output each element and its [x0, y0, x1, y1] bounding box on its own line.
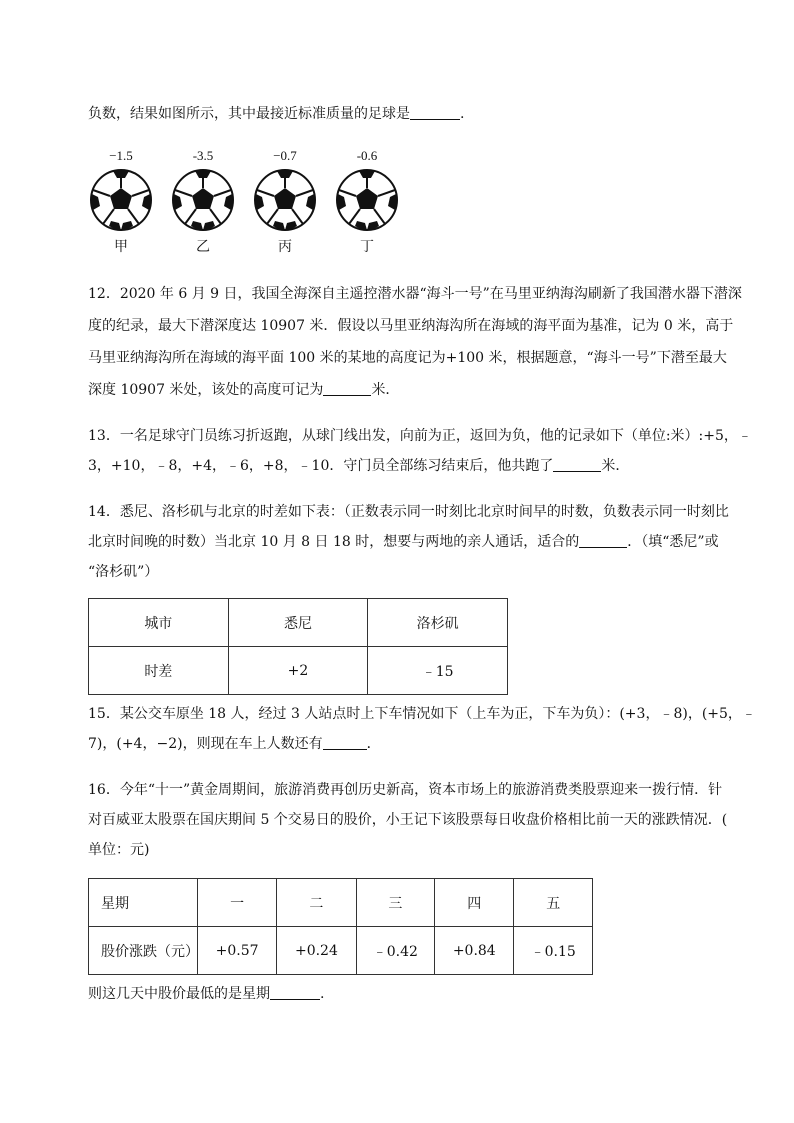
- ball-yi: [170, 148, 236, 258]
- q16-line-2: 对百威亚太股票在国庆期间 5 个交易日的股价，小王记下该股票每日收盘价格相比前一天的涨跌情况．(: [88, 812, 728, 828]
- question-number: 13．: [88, 428, 120, 444]
- table-header-cell: 城市: [89, 599, 229, 647]
- q14-line-2: 北京时间晚的时数）当北京 10 月 8 日 18 时，想要与两地的亲人通话，适合的 ．（填“悉尼”或: [88, 534, 719, 550]
- table-header-cell: 洛杉矶: [368, 599, 508, 647]
- soccer-ball-icon: [253, 168, 317, 232]
- timezone-table: [88, 598, 508, 695]
- q14-line-1: 14．悉尼、洛杉矶与北京的时差如下表：（正数表示同一时刻比北京时间早的时数，负数表示同一时刻比: [88, 504, 729, 520]
- table-header-cell: 四: [435, 879, 514, 927]
- soccer-ball-icon: [89, 168, 153, 232]
- q11-answer-blank[interactable]: [410, 105, 460, 120]
- question-number: 12．: [88, 286, 120, 302]
- q16-answer-blank[interactable]: [270, 985, 320, 1000]
- table-cell: 时差: [89, 647, 229, 695]
- question-number: 14．: [88, 504, 120, 520]
- question-number: 16．: [88, 782, 120, 798]
- q12-answer-blank[interactable]: [323, 381, 371, 396]
- ball-name: 甲: [114, 239, 128, 255]
- q15-line-1: 15．某公交车原坐 18 人，经过 3 人站点时上下车情况如下（上车为正，下车为负）：(+3，﹣8)，(+5，﹣: [88, 706, 756, 722]
- table-header-cell: 二: [277, 879, 356, 927]
- table-cell: ﹣0.15: [514, 927, 593, 975]
- table-row: [89, 647, 508, 695]
- soccer-ball-icon: [335, 168, 399, 232]
- q13-line-2: 3，+10，﹣8，+4，﹣6，+8，﹣10．守门员全部练习结束后，他共跑了 米．: [88, 458, 630, 474]
- table-cell: 股价涨跌（元）: [89, 927, 198, 975]
- ball-name: 乙: [196, 239, 210, 255]
- ball-bing: [252, 148, 318, 258]
- ball-name: 丙: [278, 239, 292, 255]
- q15-line-2: 7)，(+4，−2)，则现在车上人数还有 ．: [88, 736, 381, 752]
- ball-value: −0.7: [273, 148, 297, 163]
- q13-answer-blank[interactable]: [553, 457, 601, 472]
- ball-value: -0.6: [356, 148, 378, 163]
- table-header-cell: 星期: [89, 879, 198, 927]
- question-number: 15．: [88, 706, 120, 722]
- q16-line-3: 单位：元): [88, 842, 150, 858]
- table-cell: +2: [228, 647, 368, 695]
- ball-value: -3.5: [192, 148, 214, 163]
- q14-line-3: “洛杉矶”）: [88, 564, 159, 580]
- table-row: [89, 879, 593, 927]
- ball-ding: [334, 148, 400, 258]
- table-header-cell: 三: [356, 879, 435, 927]
- table-header-cell: 悉尼: [228, 599, 368, 647]
- q12-line-1: 12．2020 年 6 月 9 日，我国全海深自主遥控潜水器“海斗一号”在马里亚纳海沟刷新了我国潜水器下潜深: [88, 286, 742, 302]
- q16-final-line: 则这几天中股价最低的是星期 .: [88, 986, 325, 1002]
- table-cell: ﹣15: [368, 647, 508, 695]
- table-header-cell: 一: [197, 879, 276, 927]
- table-cell: +0.84: [435, 927, 514, 975]
- ball-jia: [88, 148, 154, 258]
- table-cell: ﹣0.42: [356, 927, 435, 975]
- stock-table: [88, 878, 593, 975]
- table-cell: +0.24: [277, 927, 356, 975]
- q15-answer-blank[interactable]: [323, 735, 367, 750]
- q16-line-1: 16．今年“十一”黄金周期间，旅游消费再创历史新高，资本市场上的旅游消费类股票迎来一拨行情．针: [88, 782, 723, 798]
- table-header-cell: 五: [514, 879, 593, 927]
- q14-answer-blank[interactable]: [579, 533, 627, 548]
- q12-line-4: 深度 10907 米处，该处的高度可记为 米．: [88, 382, 400, 398]
- q12-line-3: 马里亚纳海沟所在海域的海平面 100 米的某地的高度记为+100 米，根据题意，“海斗一号”下潜至最大: [88, 350, 727, 366]
- table-row: [89, 927, 593, 975]
- table-row: [89, 599, 508, 647]
- soccer-ball-icon: [171, 168, 235, 232]
- q12-line-2: 度的纪录，最大下潜深度达 10907 米．假设以马里亚纳海沟所在海域的海平面为基准，记为 0 米，高于: [88, 318, 734, 334]
- table-cell: +0.57: [197, 927, 276, 975]
- q13-line-1: 13．一名足球守门员练习折返跑，从球门线出发，向前为正，返回为负，他的记录如下（单位:米）:+5，﹣: [88, 428, 752, 444]
- ball-value: −1.5: [109, 148, 133, 163]
- ball-name: 丁: [360, 239, 374, 255]
- q11-intro-line: 负数，结果如图所示，其中最接近标准质量的足球是 .: [88, 106, 465, 122]
